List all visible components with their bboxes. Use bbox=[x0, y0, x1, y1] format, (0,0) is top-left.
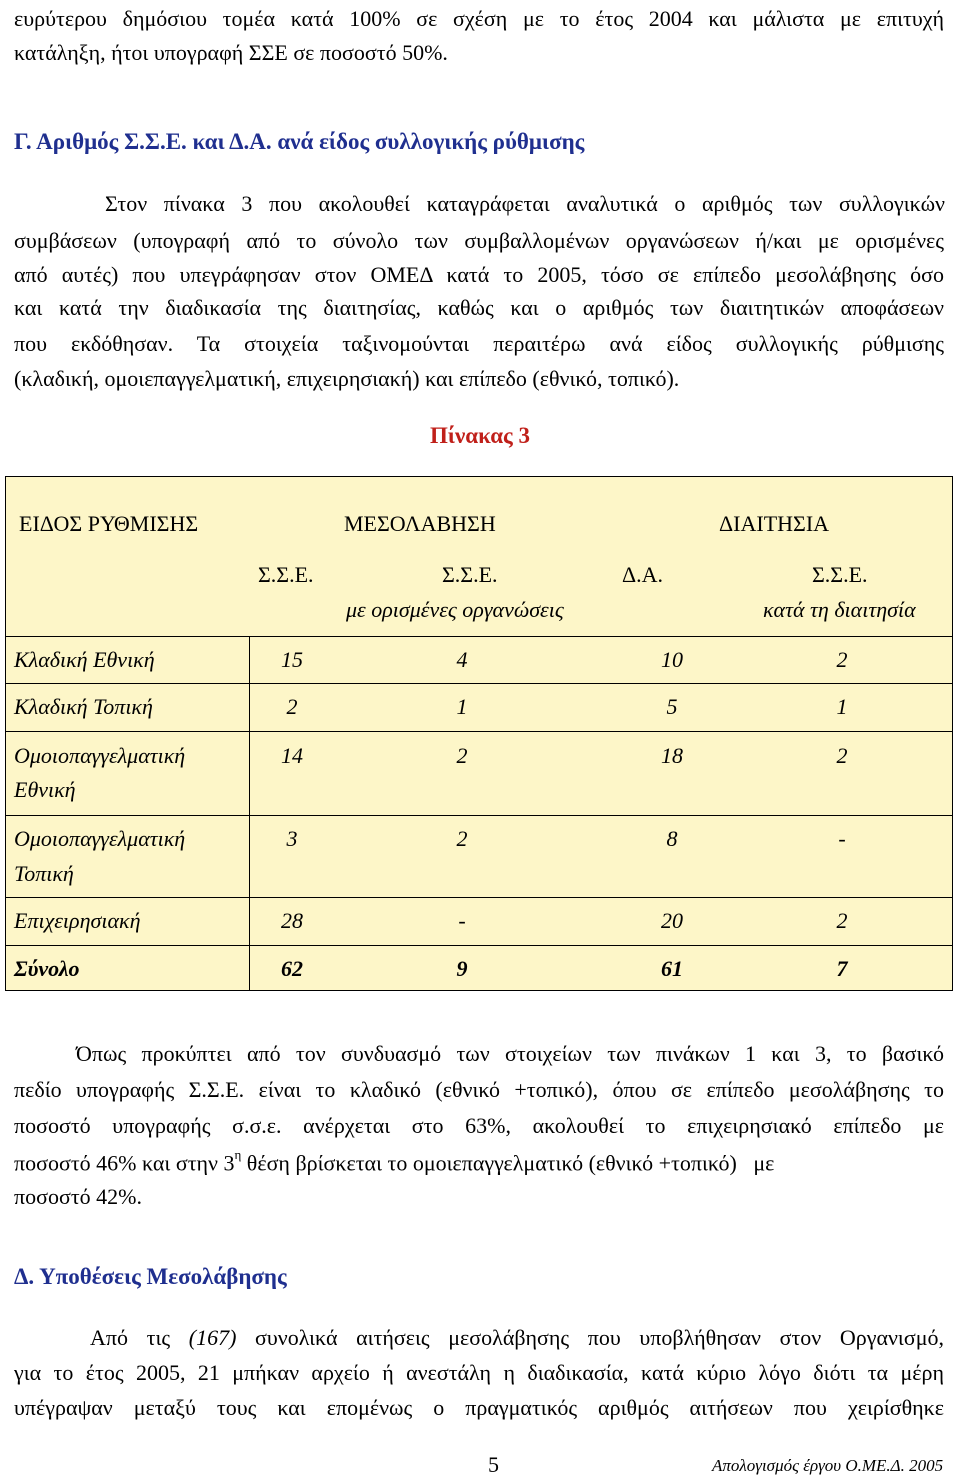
after-table-line-4-end: θέση βρίσκεται το ομοιεπαγγελματικό (εθνικό +τοπικό) με bbox=[241, 1150, 775, 1176]
section-d-para-line-3: υπέγραψαν μεταξύ τους και επομένως ο πραγματικός αριθμός αιτήσεων που χειρίσθηκε bbox=[14, 1395, 944, 1420]
intro-line-1: ευρύτερου δημόσιου τομέα κατά 100% σε σχέση με το έτος 2004 και μάλιστα με επιτυχή bbox=[14, 6, 944, 31]
cell-sse-partial: 1 bbox=[456, 694, 468, 719]
cell-sse-partial: 2 bbox=[456, 826, 468, 851]
cell-sse: 2 bbox=[286, 694, 298, 719]
header-sse-arb-note: κατά τη διαιτησία bbox=[763, 597, 916, 622]
header-da: Δ.Α. bbox=[622, 562, 664, 587]
cell-sse-partial: 9 bbox=[456, 956, 468, 981]
cell-sse-partial: 2 bbox=[456, 743, 468, 768]
section-g-heading: Γ. Αριθμός Σ.Σ.Ε. και Δ.Α. ανά είδος συλλογικής ρύθμισης bbox=[14, 129, 585, 154]
row-label: Ομοιοπαγγελματική bbox=[14, 826, 186, 851]
cell-sse-arb: 2 bbox=[836, 743, 848, 768]
after-table-line-3: ποσοστό υπογραφής σ.σ.ε. ανέρχεται στο 63%, ακολουθεί το επιχειρησιακό επίπεδο με bbox=[14, 1113, 944, 1138]
section-d-para-line-2: για το έτος 2005, 21 μπήκαν αρχείο ή ανεστάλη η διαδικασία, κατά κύριο λόγο διότι τα μέρη bbox=[14, 1360, 944, 1385]
header-sse-arb: Σ.Σ.Ε. bbox=[812, 562, 868, 587]
row-label: Κλαδική Τοπική bbox=[14, 694, 153, 719]
cell-da: 5 bbox=[666, 694, 678, 719]
header-mediation: ΜΕΣΟΛΑΒΗΣΗ bbox=[344, 511, 496, 536]
section-d-text-a: Από τις bbox=[90, 1325, 189, 1350]
section-g-para-line-4: και κατά την διαδικασία της διαιτησίας, καθώς και ο αριθμός των διαιτητικών αποφάσεων bbox=[14, 295, 944, 320]
cell-da: 18 bbox=[661, 743, 683, 768]
cell-sse-arb: 1 bbox=[836, 694, 848, 719]
table-rule bbox=[6, 636, 952, 637]
table-rule bbox=[6, 897, 952, 898]
cell-da: 8 bbox=[666, 826, 678, 851]
section-g-para-line-2: συμβάσεων (υπογραφή από το σύνολο των συμβαλλομένων οργανώσεων ή/και με ορισμένες bbox=[14, 228, 944, 253]
section-g-para-line-3: από αυτές) που υπεγράφησαν στον ΟΜΕΔ κατά το 2005, τόσο σε επίπεδο μεσολάβησης όσο bbox=[14, 262, 944, 287]
table-rule bbox=[6, 945, 952, 946]
row-label: Ομοιοπαγγελματική bbox=[14, 743, 186, 768]
cell-da: 10 bbox=[661, 647, 683, 672]
table-rule bbox=[6, 815, 952, 816]
row-label-line2: Τοπική bbox=[14, 861, 74, 886]
cell-da: 61 bbox=[661, 956, 683, 981]
after-table-line-5: ποσοστό 42%. bbox=[14, 1184, 142, 1209]
row-label-line2: Εθνική bbox=[14, 777, 76, 802]
header-sse-partial-note: με ορισμένες οργανώσεις bbox=[346, 597, 564, 622]
cell-sse-arb: 2 bbox=[836, 908, 848, 933]
cell-sse-partial: - bbox=[458, 908, 466, 933]
cell-sse: 3 bbox=[286, 826, 298, 851]
cell-sse: 62 bbox=[281, 956, 303, 981]
table-rule bbox=[6, 731, 952, 732]
cell-da: 20 bbox=[661, 908, 683, 933]
table-caption: Πίνακας 3 bbox=[429, 423, 531, 448]
data-table bbox=[5, 476, 953, 991]
section-d-para-line-1 bbox=[90, 1327, 944, 1349]
header-sse: Σ.Σ.Ε. bbox=[258, 562, 314, 587]
row-label: Επιχειρησιακή bbox=[14, 908, 141, 933]
cell-sse-arb: 2 bbox=[836, 647, 848, 672]
section-d-count: (167) bbox=[188, 1325, 237, 1350]
cell-sse: 15 bbox=[281, 647, 303, 672]
cell-sse: 28 bbox=[281, 908, 303, 933]
after-table-line-1: Όπως προκύπτει από τον συνδυασμό των στοιχείων των πινάκων 1 και 3, το βασικό bbox=[76, 1041, 944, 1066]
cell-sse-partial: 4 bbox=[456, 647, 468, 672]
cell-sse-arb: - bbox=[838, 826, 846, 851]
cell-sse-arb: 7 bbox=[836, 956, 848, 981]
section-d-heading: Δ. Υποθέσεις Μεσολάβησης bbox=[14, 1264, 287, 1289]
row-label: Κλαδική Εθνική bbox=[14, 647, 155, 672]
header-sse-partial: Σ.Σ.Ε. bbox=[442, 562, 498, 587]
intro-line-2: κατάληξη, ήτοι υπογραφή ΣΣΕ σε ποσοστό 50%. bbox=[14, 40, 448, 65]
section-g-para-line-5: που εκδόθησαν. Τα στοιχεία ταξινομούνται περαιτέρω ανά είδος συλλογικής ρύθμισης bbox=[14, 331, 944, 356]
superscript-eta: η bbox=[234, 1147, 242, 1162]
table-rule bbox=[6, 683, 952, 684]
page-number: 5 bbox=[488, 1452, 499, 1477]
section-g-para-line-6: (κλαδική, ομοιεπαγγελματική, επιχειρησιακή) και επίπεδο (εθνικό, τοπικό). bbox=[14, 366, 680, 391]
cell-sse: 14 bbox=[281, 743, 303, 768]
table-column-rule bbox=[249, 636, 250, 991]
header-arbitration: ΔΙΑΙΤΗΣΙΑ bbox=[719, 511, 830, 536]
header-type: ΕΙΔΟΣ ΡΥΘΜΙΣΗΣ bbox=[19, 511, 199, 536]
section-g-para-line-1: Στον πίνακα 3 που ακολουθεί καταγράφεται αναλυτικά ο αριθμός των συλλογικών bbox=[105, 191, 945, 216]
row-label-total: Σύνολο bbox=[14, 956, 80, 981]
after-table-line-4-start: ποσοστό 46% και στην 3 bbox=[14, 1150, 235, 1176]
footer-title: Απολογισμός έργου Ο.ΜΕ.Δ. 2005 bbox=[712, 1456, 944, 1475]
after-table-line-2: πεδίο υπογραφής Σ.Σ.Ε. είναι το κλαδικό (εθνικό +τοπικό), όπου σε επίπεδο μεσολάβησης το bbox=[14, 1077, 944, 1102]
section-d-text-b: συνολικά αιτήσεις μεσολάβησης που υποβλήθησαν στον Οργανισμό, bbox=[236, 1325, 944, 1350]
after-table-line-4 bbox=[14, 1147, 944, 1176]
